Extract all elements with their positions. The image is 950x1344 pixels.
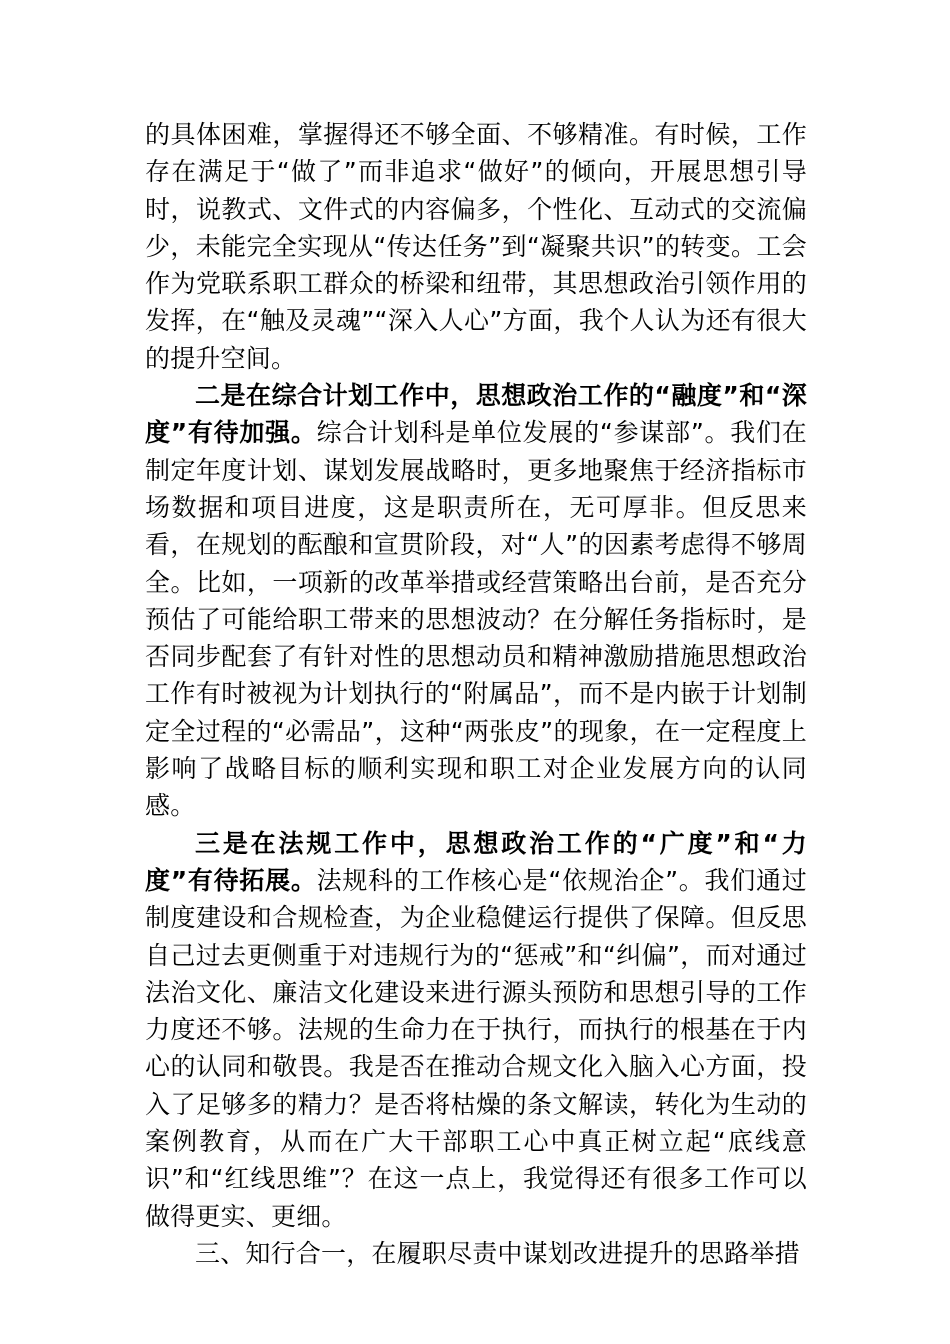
section-heading-three (145, 1235, 807, 1272)
document-page (145, 116, 807, 1272)
paragraph-planning-work (145, 377, 807, 825)
paragraph-lead-heading: 二是在综合计划工作中，思想政治工作的“融度”和“深度”有待加强。 (145, 381, 807, 448)
paragraph-text: 法规科的工作核心是“依规治企”。我们通过制度建设和合规检查，为企业稳健运行提供了保障。但反思自己过去更侧重于对违规行为的“惩戒”和“纠偏”，而对通过法治文化、廉洁文化建设来进行源头预防和思想引导的工作力度还不够。法规的生命力在于执行，而执行的根基在于内心的认同和敬畏。我是否在推动合规文化入脑入心方面，投入了足够多的精力？是否将枯燥的条文解读，转化为生动的案例教育，从而在广大干部职工心中真正树立起“底线意识”和“红线思维”？在这一点上，我觉得还有很多工作可以做得更实、更细。 (145, 865, 807, 1231)
section-heading-text: 三、知行合一，在履职尽责中谋划改进提升的思路举措 (195, 1238, 800, 1268)
paragraph-lead-heading: 三是在法规工作中，思想政治工作的“广度”和“力度”有待拓展。 (145, 828, 807, 895)
paragraph-text: 的具体困难，掌握得还不够全面、不够精准。有时候，工作存在满足于“做了”而非追求“做好”的倾向，开展思想引导时，说教式、文件式的内容偏多，个性化、互动式的交流偏少，未能完全实现从“传达任务”到“凝聚共识”的转变。工会作为党联系职工群众的桥梁和纽带，其思想政治引领作用的发挥，在“触及灵魂”“深入人心”方面，我个人认为还有很大的提升空间。 (145, 120, 807, 373)
paragraph-regulation-work (145, 825, 807, 1235)
paragraph-text: 综合计划科是单位发展的“参谋部”。我们在制定年度计划、谋划发展战略时，更多地聚焦于经济指标市场数据和项目进度，这是职责所在，无可厚非。但反思来看，在规划的酝酿和宣贯阶段，对“人”的因素考虑得不够周全。比如，一项新的改革举措或经营策略出台前，是否充分预估了可能给职工带来的思想波动？在分解任务指标时，是否同步配套了有针对性的思想动员和精神激励措施思想政治工作有时被视为计划执行的“附属品”，而不是内嵌于计划制定全过程的“必需品”，这种“两张皮”的现象，在一定程度上影响了战略目标的顺利实现和职工对企业发展方向的认同感。 (145, 418, 807, 821)
paragraph-union-continuation (145, 116, 807, 377)
